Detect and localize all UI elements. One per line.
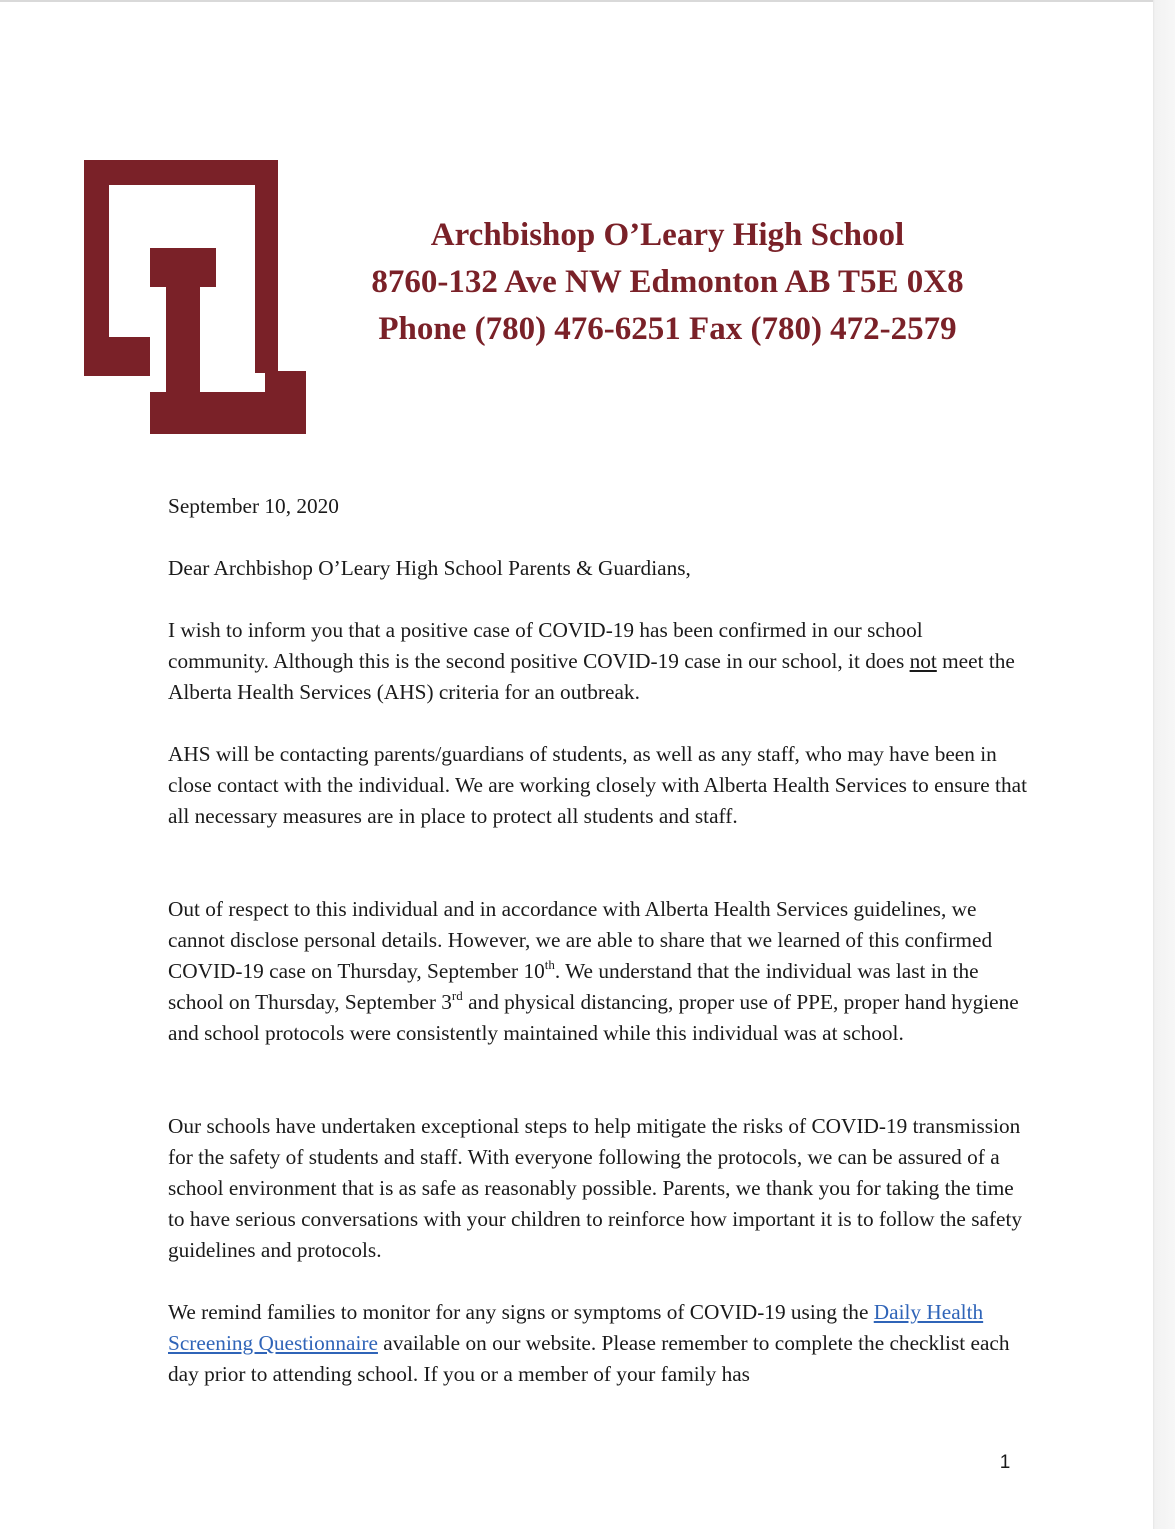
superscript: th — [544, 957, 555, 972]
paragraph-text: I wish to inform you that a positive case of COVID-19 has been confirmed in our school community. Although this is the second positive COVID-19 case in our school, it does — [168, 618, 923, 673]
paragraph-text: We remind families to monitor for any signs or symptoms of COVID-19 using the — [168, 1300, 874, 1324]
ol-monogram-logo-icon — [84, 160, 306, 435]
paragraph-privacy — [168, 894, 1028, 1049]
page-number: 1 — [999, 1452, 1011, 1473]
paragraph-text: meet the Alberta Health Services (AHS) criteria for an outbreak. — [168, 649, 1015, 704]
letter-date: September 10, 2020 — [168, 494, 339, 518]
paragraph-screening-reminder — [168, 1297, 1028, 1390]
page-right-edge — [1153, 0, 1175, 1529]
letter-salutation: Dear Archbishop O’Leary High School Parents & Guardians, — [168, 556, 691, 580]
school-name: Archbishop O’Leary High School — [430, 217, 905, 253]
school-address: 8760-132 Ave NW Edmonton AB T5E 0X8 — [371, 264, 964, 300]
logo-letter-l — [150, 248, 306, 434]
paragraph-text: and physical distancing, proper use of PPE, proper hand hygiene and school protocols were consistently maintained while this individual was at school. — [168, 990, 1019, 1045]
paragraph-case-confirmed — [168, 615, 1028, 708]
paragraph-text: available on our website. Please remember to complete the checklist each day prior to attending school. If you or a member of your family has — [168, 1331, 1010, 1386]
paragraph-text: . We understand that the individual was last in the school on Thursday, September 3 — [168, 959, 979, 1014]
emphasis-not: not — [909, 649, 937, 673]
paragraph-text: Out of respect to this individual and in accordance with Alberta Health Services guidelines, we cannot disclose personal details. However, we are able to share that we learned of this confirmed COVID-19 case on Thursday, September 10 — [168, 897, 993, 983]
letterhead — [330, 212, 1005, 353]
superscript: rd — [451, 988, 463, 1003]
school-phone-fax: Phone (780) 476-6251 Fax (780) 472-2579 — [378, 311, 957, 347]
daily-health-screening-link[interactable]: Daily Health Screening Questionnaire — [168, 1300, 984, 1355]
paragraph-ahs-contact: AHS will be contacting parents/guardians of students, as well as any staff, who may have been in close contact with the individual. We are working closely with Alberta Health Services to ensure that all necessary measures are in place to protect all students and staff. — [168, 742, 1027, 828]
page-top-edge — [0, 0, 1153, 2]
paragraph-safety-steps: Our schools have undertaken exceptional steps to help mitigate the risks of COVID-19 transmission for the safety of students and staff. With everyone following the protocols, we can be assured of a school environment that is as safe as reasonably possible. Parents, we thank you for taking the time to have serious conversations with your children to reinforce how important it is to follow the safety guidelines and protocols. — [168, 1114, 1023, 1262]
